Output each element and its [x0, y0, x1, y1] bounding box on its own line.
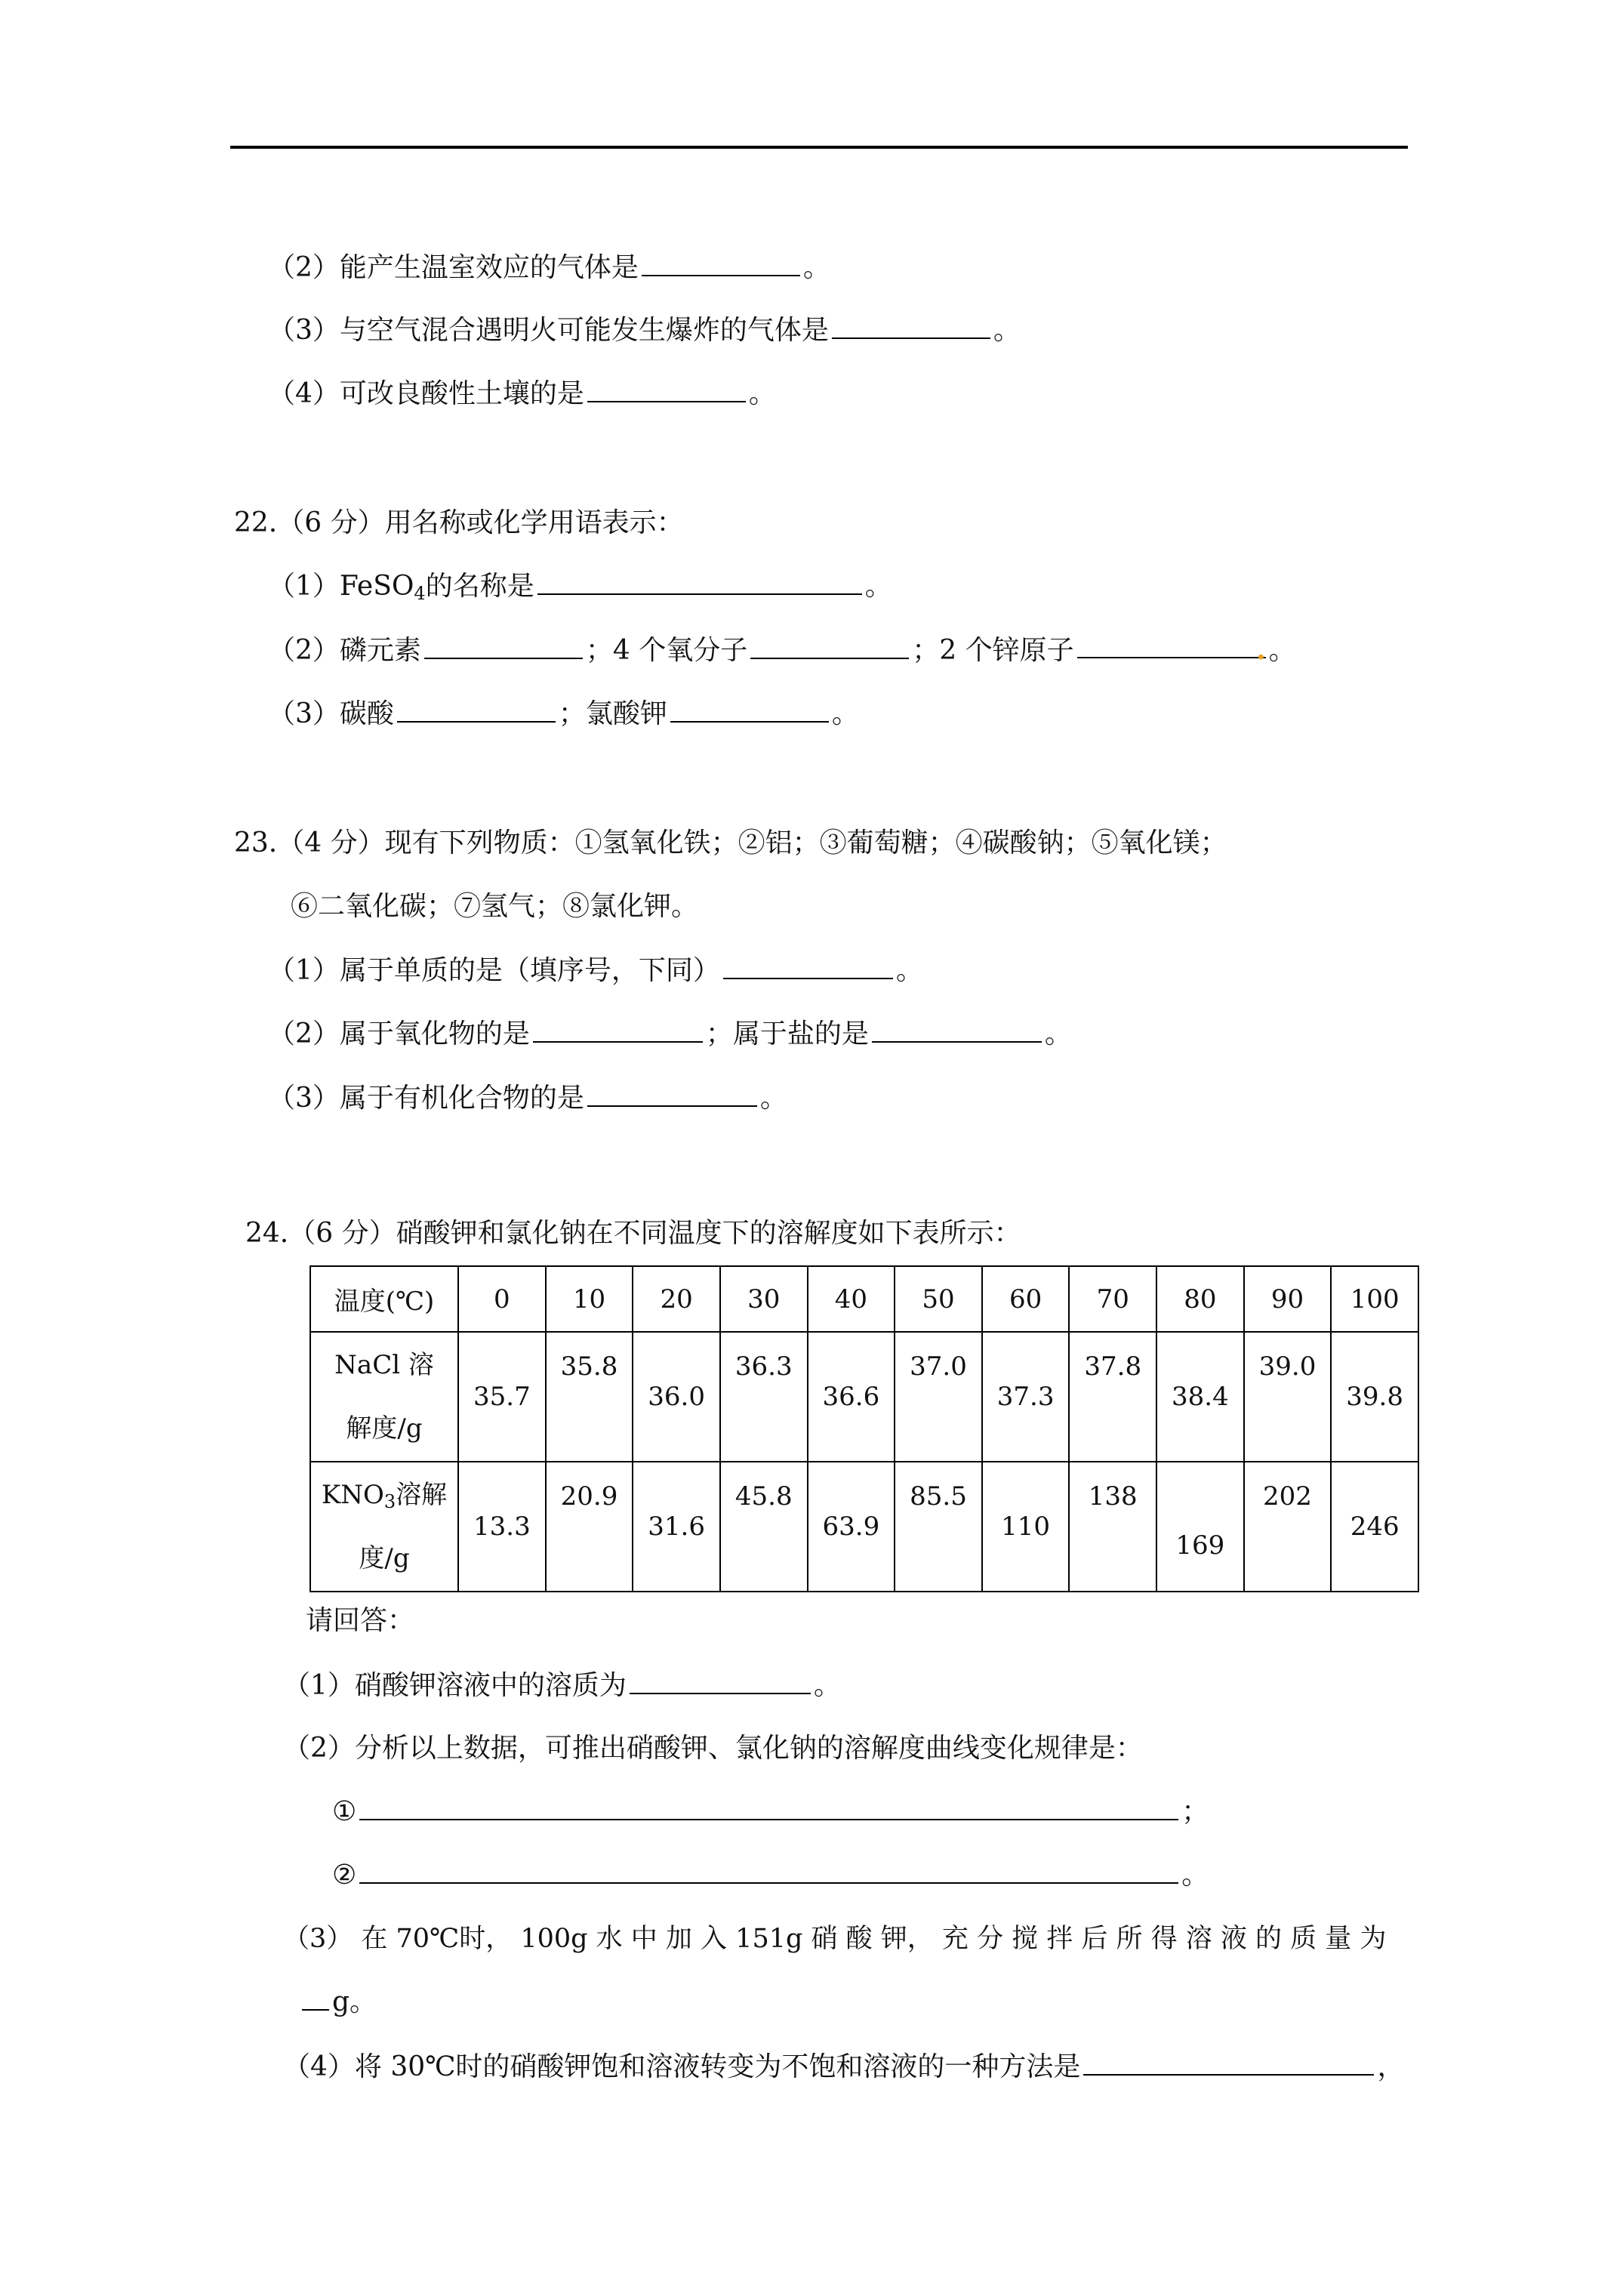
- solubility-table: [310, 1265, 1419, 1592]
- q24-item-4: （4）将 30℃时的硝酸钾饱和溶液转变为不饱和溶液的一种方法是 ，: [283, 2048, 1404, 2086]
- header-rule: [230, 146, 1408, 149]
- temp-cell: 0: [458, 1266, 546, 1332]
- q21-item-4-text: （4）可改良酸性土壤的是: [268, 378, 584, 409]
- answer-blank[interactable]: [723, 952, 893, 979]
- kno3-value: 85.5: [910, 1481, 967, 1512]
- answer-blank[interactable]: [359, 1793, 1178, 1820]
- kno3-value: 169: [1175, 1530, 1225, 1561]
- temperature-label: 温度(℃): [310, 1266, 458, 1332]
- nacl-value: 37.8: [1084, 1351, 1142, 1382]
- temp-cell: 60: [982, 1266, 1070, 1332]
- kno3-value: 202: [1263, 1481, 1312, 1512]
- q21-item-3: （3）与空气混合遇明火可能发生爆炸的气体是 。: [268, 312, 1021, 350]
- q22-title: 22.（6 分）用名称或化学用语表示：: [234, 507, 684, 538]
- q24-title: 24.（6 分）硝酸钾和氯化钠在不同温度下的溶解度如下表所示：: [245, 1218, 1021, 1249]
- nacl-value: 37.3: [996, 1382, 1055, 1412]
- q24-item-3-cont: g。: [302, 1983, 377, 2021]
- kno3-value: 45.8: [735, 1481, 793, 1512]
- answer-blank[interactable]: [537, 568, 862, 595]
- kno3-value: 110: [1001, 1512, 1051, 1542]
- q23-title-line-2: ⑥二氧化碳；⑦氢气；⑧氯化钾。: [291, 891, 699, 922]
- q23-item-2: （2）属于氧化物的是 ；属于盐的是 。: [268, 1015, 1072, 1053]
- kno3-value: 63.9: [822, 1512, 880, 1542]
- answer-blank[interactable]: [359, 1857, 1178, 1884]
- q24-item-1: （1）硝酸钾溶液中的溶质为 。: [283, 1667, 841, 1705]
- q24-item-2: （2）分析以上数据，可推出硝酸钾、氯化钠的溶解度曲线变化规律是：: [283, 1733, 1143, 1764]
- answer-blank[interactable]: [587, 375, 746, 402]
- temp-cell: 70: [1069, 1266, 1156, 1332]
- table-header-row: [310, 1266, 1418, 1332]
- answer-blank[interactable]: [832, 312, 990, 339]
- nacl-value: 35.7: [473, 1382, 531, 1412]
- temp-cell: 10: [546, 1266, 633, 1332]
- temp-cell: 30: [720, 1266, 808, 1332]
- q23-item-3: （3）属于有机化合物的是 。: [268, 1080, 787, 1117]
- temp-cell: 100: [1331, 1266, 1418, 1332]
- temp-cell: 20: [633, 1266, 720, 1332]
- answer-blank[interactable]: [1083, 2048, 1374, 2076]
- q22-item-1: （1）FeSO$_4$的名称是 。: [268, 568, 892, 606]
- answer-blank[interactable]: [670, 695, 829, 723]
- nacl-value: 35.8: [560, 1351, 618, 1382]
- q24-prompt: 请回答：: [306, 1605, 415, 1636]
- temp-cell: 50: [895, 1266, 982, 1332]
- answer-blank[interactable]: [397, 695, 556, 723]
- nacl-row: [310, 1332, 1418, 1462]
- answer-blank[interactable]: [587, 1080, 757, 1107]
- nacl-value: 39.0: [1258, 1351, 1317, 1382]
- nacl-label: NaCl 溶 解度/g: [310, 1332, 458, 1462]
- answer-blank[interactable]: [750, 632, 909, 659]
- nacl-value: 36.0: [648, 1382, 705, 1412]
- q22-item-2: （2）磷元素 ；4 个氧分子 ；2 个锌原子 . 。: [268, 631, 1296, 670]
- q23-item-1: （1）属于单质的是（填序号，下同） 。: [268, 952, 923, 990]
- answer-blank[interactable]: [630, 1667, 811, 1694]
- answer-blank[interactable]: [424, 632, 583, 659]
- nacl-value: 39.8: [1346, 1382, 1403, 1412]
- kno3-value: 246: [1350, 1512, 1400, 1542]
- answer-blank[interactable]: [642, 249, 800, 276]
- kno3-label: $KNO_3$溶解 度/g: [310, 1462, 458, 1592]
- answer-blank[interactable]: [533, 1015, 703, 1043]
- q24-item-2-circle-2: ② 。: [332, 1857, 1209, 1894]
- answer-blank[interactable]: [1077, 631, 1266, 666]
- q24-item-3: （3） 在 70℃时， 100g 水 中 加 入 151g 硝 酸 钾， 充 分 搅 拌 后 所 得 溶 液 的 质 量 为: [283, 1924, 1387, 1954]
- nacl-value: 37.0: [910, 1351, 967, 1382]
- q21-item-2: （2）能产生温室效应的气体是 。: [268, 249, 830, 287]
- kno3-value: 13.3: [473, 1512, 531, 1542]
- nacl-value: 36.6: [822, 1382, 880, 1412]
- kno3-value: 20.9: [560, 1481, 618, 1512]
- answer-blank[interactable]: [872, 1015, 1042, 1043]
- kno3-value: 31.6: [648, 1512, 705, 1542]
- q21-item-4: （4）可改良酸性土壤的是 。: [268, 375, 776, 413]
- stray-dot: .: [1256, 634, 1266, 666]
- nacl-value: 38.4: [1172, 1382, 1229, 1412]
- kno3-value: 138: [1088, 1481, 1138, 1512]
- q24-item-2-circle-1: ① ；: [332, 1793, 1209, 1831]
- temp-cell: 80: [1156, 1266, 1244, 1332]
- q21-item-3-text: （3）与空气混合遇明火可能发生爆炸的气体是: [268, 315, 829, 346]
- nacl-value: 36.3: [735, 1351, 793, 1382]
- answer-blank[interactable]: [302, 1983, 329, 2011]
- q23-title: 23.（4 分）现有下列物质：①氢氧化铁；②铝；③葡萄糖；④碳酸钠；⑤氧化镁；: [234, 827, 1227, 858]
- q21-item-2-text: （2）能产生温室效应的气体是: [268, 252, 639, 283]
- temp-cell: 40: [808, 1266, 895, 1332]
- temp-cell: 90: [1244, 1266, 1332, 1332]
- kno3-row: [310, 1462, 1418, 1592]
- q22-item-3: （3）碳酸 ；氯酸钾 。: [268, 695, 859, 733]
